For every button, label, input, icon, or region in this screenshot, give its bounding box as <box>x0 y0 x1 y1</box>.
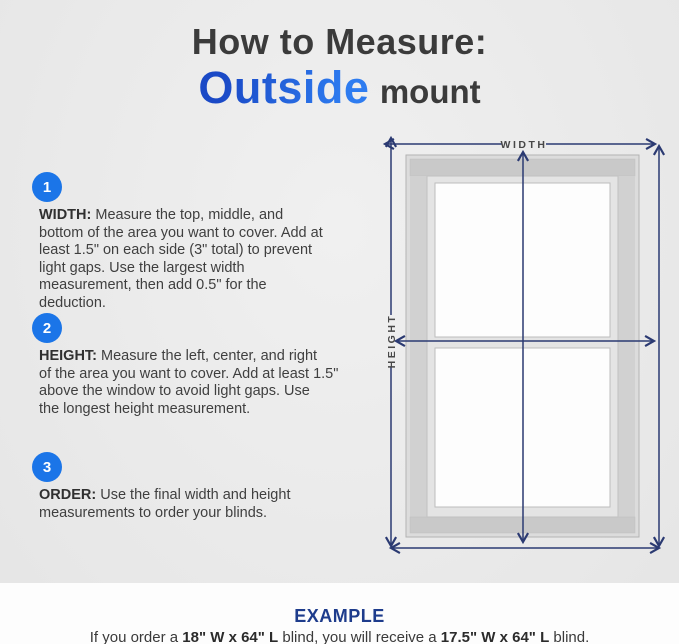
window-diagram-svg <box>375 130 675 570</box>
step-2-heading: HEIGHT: <box>39 348 97 364</box>
step-1-number-badge <box>32 172 62 202</box>
step-1-number: 1 <box>42 178 52 196</box>
step-2-number-badge <box>32 313 62 343</box>
step-1-line5: measurement, then add 0.5" for the <box>39 277 267 293</box>
step-3-line2: measurements to order your blinds. <box>39 504 268 521</box>
step-1-text <box>39 207 384 312</box>
width-dimension-label: WIDTH <box>500 139 548 151</box>
step-3-line1: Use the final width and height <box>96 487 291 503</box>
example-sentence <box>0 629 679 644</box>
step-1-heading: WIDTH: <box>39 207 92 223</box>
title-highlight-outside: Outside <box>198 61 370 113</box>
example-heading: EXAMPLE <box>294 606 385 626</box>
height-dimension-label: HEIGHT <box>386 313 398 369</box>
step-3-text <box>39 487 384 522</box>
page-title <box>0 22 679 111</box>
step-2-height <box>32 313 384 418</box>
step-2-line1: Measure the left, center, and right <box>97 348 318 364</box>
title-line1: How to Measure: <box>191 21 488 62</box>
window-measurement-diagram <box>375 130 675 570</box>
example-footer <box>0 583 679 644</box>
example-received-size: 17.5" W x 64" L <box>440 629 550 644</box>
title-suffix-mount: mount <box>379 72 481 110</box>
step-2-line2: of the area you want to cover. Add at least 1.5" <box>39 365 339 382</box>
step-3-number: 3 <box>42 458 52 476</box>
example-prefix: If you order a <box>89 629 183 644</box>
step-3-order <box>32 452 384 522</box>
title-line2 <box>0 61 679 113</box>
step-2-line4: the longest height measurement. <box>39 400 251 417</box>
example-ordered-size: 18" W x 64" L <box>182 629 279 644</box>
window-right-jamb <box>618 176 635 517</box>
example-suffix: blind. <box>549 629 590 644</box>
step-2-text <box>39 348 384 418</box>
step-2-number: 2 <box>42 319 52 337</box>
step-1-line1: Measure the top, middle, and <box>91 207 284 223</box>
step-1-line3: least 1.5" on each side (3" total) to prevent <box>39 242 313 258</box>
step-1-line6: deduction. <box>39 294 106 311</box>
window-left-jamb <box>410 176 427 517</box>
step-2-line3: above the window to avoid light gaps. Use <box>39 383 310 399</box>
step-3-number-badge <box>32 452 62 482</box>
example-middle: blind, you will receive a <box>278 629 441 644</box>
step-1-width <box>32 172 384 312</box>
step-3-heading: ORDER: <box>39 487 97 503</box>
step-1-line4: light gaps. Use the largest width <box>39 259 245 276</box>
step-1-line2: bottom of the area you want to cover. Add at <box>39 224 323 241</box>
